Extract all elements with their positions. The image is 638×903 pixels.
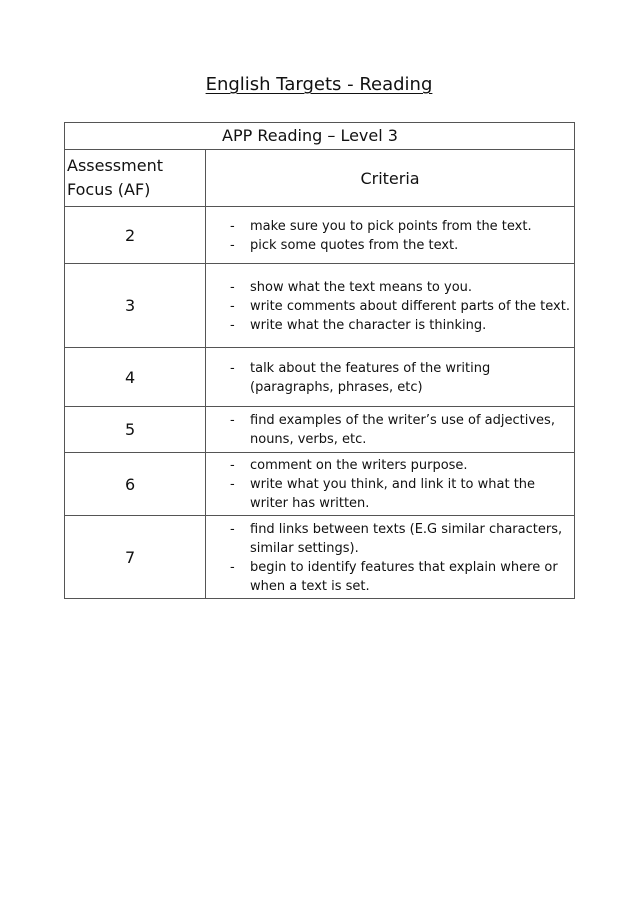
af-cell: 4 bbox=[65, 348, 206, 407]
criteria-list bbox=[206, 275, 574, 337]
criteria-list bbox=[206, 517, 574, 598]
criteria-list bbox=[206, 214, 574, 257]
header-criteria: Criteria bbox=[360, 168, 420, 188]
criteria-item: - write what the character is thinking. bbox=[230, 316, 570, 335]
criteria-list bbox=[206, 356, 574, 399]
af-cell: 7 bbox=[65, 516, 206, 599]
criteria-cell bbox=[206, 348, 575, 407]
af-cell: 3 bbox=[65, 264, 206, 348]
criteria-item: - begin to identify features that explain where or when a text is set. bbox=[230, 558, 570, 596]
criteria-item: - write what you think, and link it to what the writer has written. bbox=[230, 475, 570, 513]
page-title bbox=[0, 73, 638, 97]
criteria-item: - talk about the features of the writing (paragraphs, phrases, etc) bbox=[230, 359, 570, 397]
targets-table bbox=[64, 122, 575, 599]
table-row bbox=[65, 348, 575, 407]
criteria-item: - write comments about different parts of the text. bbox=[230, 297, 570, 316]
table-caption-row bbox=[65, 123, 575, 150]
criteria-cell bbox=[206, 264, 575, 348]
criteria-item: - comment on the writers purpose. bbox=[230, 456, 570, 475]
criteria-cell bbox=[206, 407, 575, 453]
af-cell: 6 bbox=[65, 453, 206, 516]
criteria-item: - pick some quotes from the text. bbox=[230, 236, 570, 255]
criteria-cell bbox=[206, 516, 575, 599]
table-row bbox=[65, 407, 575, 453]
criteria-item: - make sure you to pick points from the text. bbox=[230, 217, 570, 236]
page-title-text: English Targets - Reading bbox=[205, 74, 433, 95]
af-cell: 5 bbox=[65, 407, 206, 453]
af-cell: 2 bbox=[65, 207, 206, 264]
header-criteria-cell bbox=[206, 150, 575, 207]
criteria-list bbox=[206, 453, 574, 515]
criteria-list bbox=[206, 408, 574, 451]
table-row bbox=[65, 264, 575, 348]
table-header-row bbox=[65, 150, 575, 207]
criteria-cell bbox=[206, 207, 575, 264]
table-row bbox=[65, 516, 575, 599]
table-caption-cell bbox=[65, 123, 575, 150]
criteria-cell bbox=[206, 453, 575, 516]
table-caption: APP Reading – Level 3 bbox=[222, 126, 398, 145]
criteria-item: - find links between texts (E.G similar characters, similar settings). bbox=[230, 520, 570, 558]
header-af-cell bbox=[65, 150, 206, 207]
table-row bbox=[65, 207, 575, 264]
criteria-item: - show what the text means to you. bbox=[230, 278, 570, 297]
table-row bbox=[65, 453, 575, 516]
header-af-line1: Assessment bbox=[67, 156, 163, 175]
header-af-line2: Focus (AF) bbox=[67, 180, 151, 199]
criteria-item: - find examples of the writer’s use of adjectives, nouns, verbs, etc. bbox=[230, 411, 570, 449]
